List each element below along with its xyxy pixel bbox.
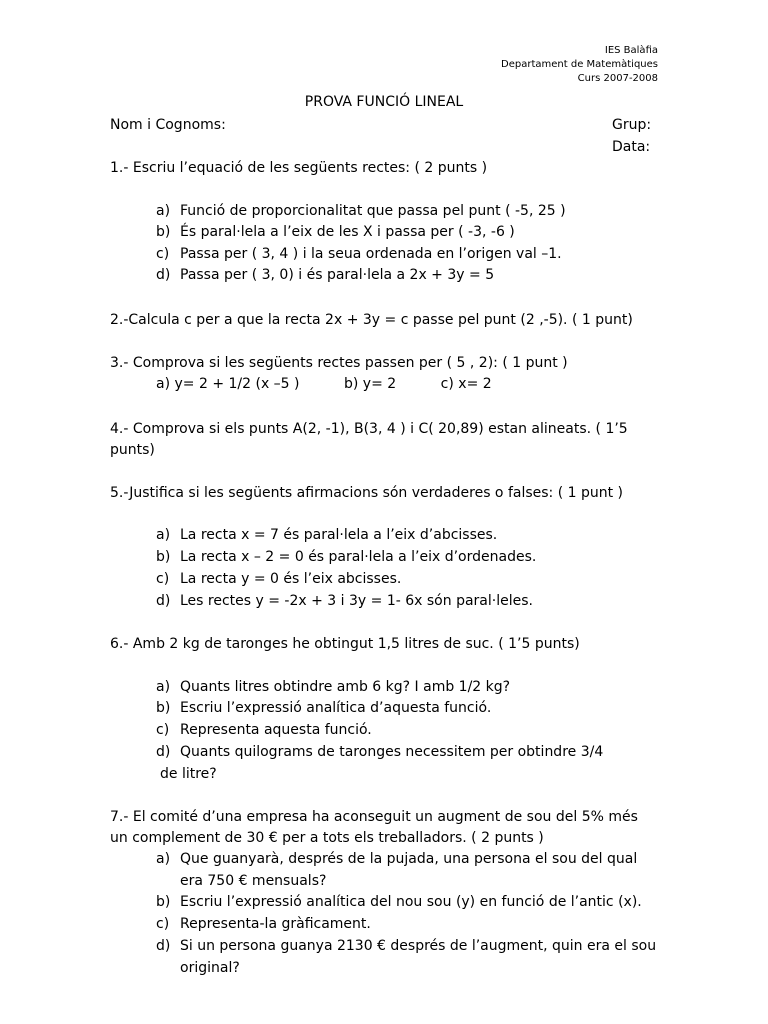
item-text: Escriu l’expressió analítica del nou sou (y) en funció de l’antic (x).: [180, 894, 642, 910]
item-text: Si un persona guanya 2130 € després de l’augment, quin era el sou: [180, 938, 657, 954]
q6-item-b: [156, 700, 491, 716]
q7-item-d: [156, 938, 656, 954]
item-text: Les rectes y = -2x + 3 i 3y = 1- 6x són paral·leles.: [180, 593, 533, 609]
item-label: a): [156, 203, 171, 219]
item-label: b): [156, 894, 171, 910]
item-text: Passa per ( 3, 0) i és paral·lela a 2x + 3y = 5: [180, 267, 495, 283]
item-label: b): [156, 549, 171, 565]
item-text: Funció de proporcionalitat que passa pel punt ( -5, 25 ): [180, 203, 566, 219]
question-6: 6.- Amb 2 kg de taronges he obtingut 1,5 litres de suc. ( 1’5 punts): [110, 636, 580, 652]
item-text: Escriu l’expressió analítica d’aquesta funció.: [180, 700, 492, 716]
item-label: b): [156, 700, 171, 716]
item-text: La recta x = 7 és paral·lela a l’eix d’abcisses.: [180, 527, 498, 543]
group-label: Grup:: [612, 117, 652, 133]
q5-item-a: [156, 527, 497, 543]
item-text: La recta x – 2 = 0 és paral·lela a l’eix d’ordenades.: [180, 549, 537, 565]
item-text: Quants quilograms de taronges necessitem per obtindre 3/4: [180, 744, 604, 760]
question-1: 1.- Escriu l’equació de les següents rectes: ( 2 punts ): [110, 160, 488, 176]
q1-item-c: [156, 246, 562, 262]
item-text: Passa per ( 3, 4 ) i la seua ordenada en l’origen val –1.: [180, 246, 562, 262]
q1-item-b: [156, 224, 515, 240]
q5-item-d: [156, 593, 533, 609]
q7-item-c: [156, 916, 371, 932]
question-7: 7.- El comité d’una empresa ha aconseguit un augment de sou del 5% més un complement de 30 € per a tots els treballadors. ( 2 punts ): [110, 809, 638, 846]
q6-item-d: [156, 744, 603, 760]
q6-item-a: [156, 679, 510, 695]
q7-item-a-continuation: era 750 € mensuals?: [180, 873, 327, 889]
q6-item-c: [156, 722, 372, 738]
item-text: La recta y = 0 és l’eix abcisses.: [180, 571, 402, 587]
document-header: [501, 44, 658, 86]
item-label: a): [156, 679, 171, 695]
q1-item-d: [156, 267, 494, 283]
q7-item-d-continuation: original?: [180, 960, 240, 976]
name-label: Nom i Cognoms:: [110, 117, 226, 133]
q3-options: a) y= 2 + 1/2 (x –5 ) b) y= 2 c) x= 2: [156, 376, 492, 392]
school-name: IES Balàfia: [604, 45, 658, 56]
question-2: 2.-Calcula c per a que la recta 2x + 3y = c passe pel punt (2 ,-5). ( 1 punt): [110, 312, 633, 328]
item-label: c): [156, 916, 170, 932]
question-3: 3.- Comprova si les següents rectes passen per ( 5 , 2): ( 1 punt ): [110, 355, 568, 371]
question-4: 4.- Comprova si els punts A(2, -1), B(3, 4 ) i C( 20,89) estan alineats. ( 1’5 punts): [110, 421, 628, 458]
item-text: Quants litres obtindre amb 6 kg? I amb 1/2 kg?: [180, 679, 511, 695]
q5-item-b: [156, 549, 536, 565]
item-label: d): [156, 593, 171, 609]
item-text: Representa aquesta funció.: [180, 722, 372, 738]
course-year: Curs 2007-2008: [577, 73, 658, 84]
q7-item-b: [156, 894, 642, 910]
item-text: Representa-la gràficament.: [180, 916, 371, 932]
item-label: c): [156, 722, 170, 738]
item-label: c): [156, 246, 170, 262]
date-label: Data:: [612, 139, 651, 155]
item-label: d): [156, 267, 171, 283]
item-label: a): [156, 527, 171, 543]
item-label: d): [156, 744, 171, 760]
item-text: És paral·lela a l’eix de les X i passa per ( -3, -6 ): [180, 224, 515, 240]
item-label: a): [156, 851, 171, 867]
item-label: d): [156, 938, 171, 954]
item-text: Que guanyarà, després de la pujada, una persona el sou del qual: [180, 851, 638, 867]
exam-title: PROVA FUNCIÓ LINEAL: [304, 94, 464, 110]
q5-item-c: [156, 571, 401, 587]
q7-item-a: [156, 851, 637, 867]
item-label: b): [156, 224, 171, 240]
item-label: c): [156, 571, 170, 587]
question-5: 5.-Justifica si les següents afirmacions són verdaderes o falses: ( 1 punt ): [110, 485, 624, 501]
department-name: Departament de Matemàtiques: [501, 59, 658, 70]
q6-item-d-continuation: de litre?: [160, 766, 217, 782]
q1-item-a: [156, 203, 566, 219]
